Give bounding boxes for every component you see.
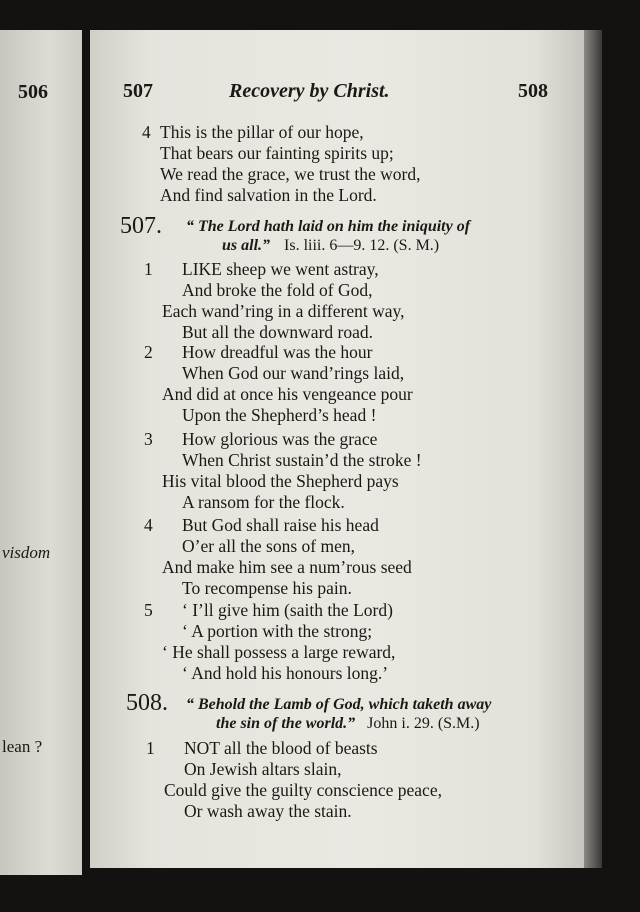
header-title: Recovery by Christ. (229, 80, 390, 102)
verse-line: ‘ And hold his honours long.’ (182, 663, 389, 683)
hymn-caption: “ The Lord hath laid on him the iniquity of (186, 218, 471, 235)
verse-line: But God shall raise his head (182, 515, 379, 535)
verse-number: 2 (144, 342, 153, 362)
left-page-fragment: lean ? (2, 737, 43, 756)
verse-line: Or wash away the stain. (184, 801, 352, 821)
hymn-reference: John i. 29. (S.M.) (367, 715, 480, 732)
hymn-number: 508. (126, 690, 168, 716)
verse-line: NOT all the blood of beasts (184, 738, 378, 758)
verse-line: But all the downward road. (182, 322, 373, 342)
left-page-fragment: visdom (2, 543, 51, 562)
verse-line: And make him see a num’rous seed (162, 557, 412, 577)
verse-line: A ransom for the flock. (182, 492, 345, 512)
verse-line: ‘ I’ll give him (saith the Lord) (182, 600, 393, 620)
verse-number: 3 (144, 429, 153, 449)
verse-line: On Jewish altars slain, (184, 759, 342, 779)
hymn-number: 507. (120, 213, 162, 239)
verse-line: LIKE sheep we went astray, (182, 259, 379, 279)
verse-line: His vital blood the Shepherd pays (162, 471, 399, 491)
hymn-caption-text: the sin of the world.” (216, 715, 356, 732)
verse-line: When God our wand’rings laid, (182, 363, 405, 383)
hymn-reference: Is. liii. 6—9. 12. (S. M.) (284, 237, 440, 254)
verse-number: 4 (142, 122, 151, 142)
verse-line: And did at once his vengeance pour (162, 384, 413, 404)
verse-line: Upon the Shepherd’s head ! (182, 405, 377, 425)
left-page (0, 30, 82, 875)
verse-line: How dreadful was the hour (182, 342, 373, 362)
verse-line: ‘ A portion with the strong; (182, 621, 373, 641)
verse-line: And broke the fold of God, (182, 280, 373, 300)
verse-line: That bears our fainting spirits up; (160, 143, 394, 163)
hymn-caption-line2 (222, 236, 439, 255)
hymn-caption-text: us all.” (222, 237, 271, 254)
header-right-number: 508 (518, 80, 548, 102)
verse-line: This is the pillar of our hope, (160, 122, 364, 142)
verse-number: 4 (144, 515, 153, 535)
hymn-caption-line2 (216, 714, 480, 733)
left-page-number: 506 (18, 81, 48, 103)
verse-line: ‘ He shall possess a large reward, (162, 642, 396, 662)
running-header (123, 80, 548, 108)
right-page (90, 30, 584, 868)
verse-line: Each wand’ring in a different way, (162, 301, 405, 321)
verse-line: To recompense his pain. (182, 578, 352, 598)
page-edge-shadow (584, 30, 602, 868)
verse-line: Could give the guilty conscience peace, (164, 780, 442, 800)
verse-number: 5 (144, 600, 153, 620)
hymn-caption: “ Behold the Lamb of God, which taketh away (186, 696, 492, 713)
header-left-number: 507 (123, 80, 153, 102)
verse-number: 1 (146, 738, 155, 758)
verse-line: How glorious was the grace (182, 429, 378, 449)
verse-line: We read the grace, we trust the word, (160, 164, 421, 184)
verse-line: And find salvation in the Lord. (160, 185, 377, 205)
verse-line: O’er all the sons of men, (182, 536, 356, 556)
verse-line: When Christ sustain’d the stroke ! (182, 450, 422, 470)
verse-number: 1 (144, 259, 153, 279)
